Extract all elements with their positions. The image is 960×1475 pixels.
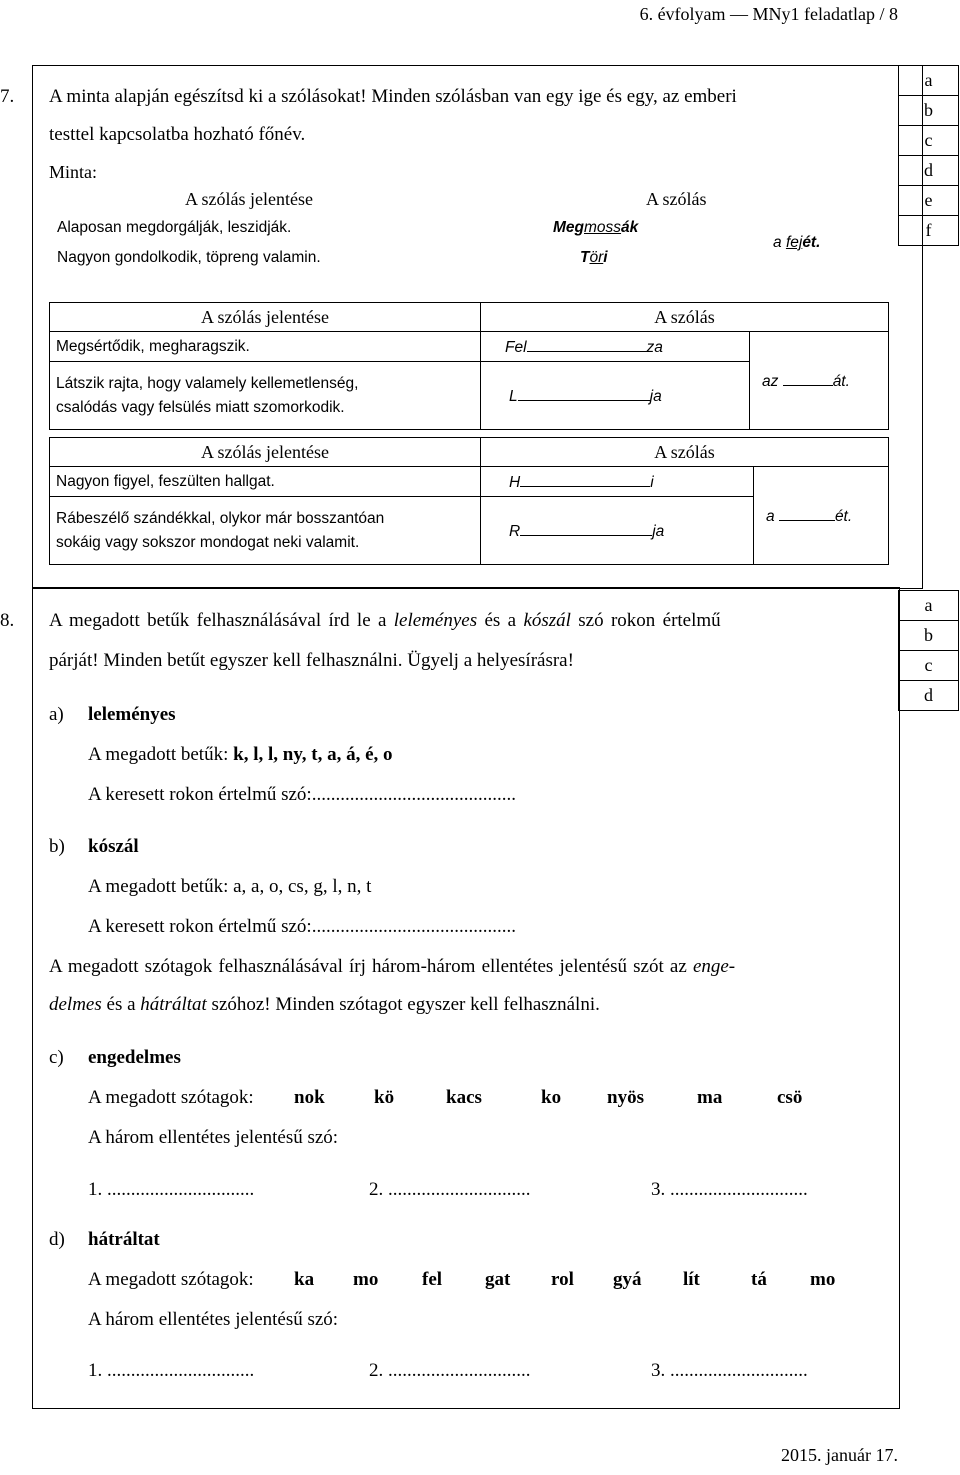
verb-4-row[interactable]: R ja	[481, 497, 754, 565]
meaning-4: Rábeszélő szándékkal, olykor már bosszantóan sokáig vagy sokszor mondogat neki valamit.	[50, 497, 481, 565]
score-cell: e	[899, 186, 958, 216]
item-b-word: kószál	[88, 836, 139, 857]
saying-table-2	[49, 437, 889, 565]
syllable: kö	[374, 1087, 395, 1108]
syllable: gat	[485, 1269, 511, 1290]
syllable: lít	[683, 1269, 700, 1290]
score-cell: b	[899, 621, 958, 651]
item-c-answer-3[interactable]: 3. .............................	[651, 1179, 808, 1200]
verb-3-row[interactable]: H i	[481, 467, 754, 497]
syllable: rol	[551, 1269, 574, 1290]
syllable: ma	[697, 1087, 723, 1108]
meaning-3: Nagyon figyel, feszülten hallgat.	[50, 467, 481, 497]
item-b-label: b)	[49, 836, 65, 857]
sample-meaning1: Alaposan megdorgálják, leszidják.	[57, 219, 292, 236]
sample-col-saying: A szólás	[646, 189, 707, 209]
sample-col-meaning: A szólás jelentése	[185, 189, 313, 209]
syllable: nok	[294, 1087, 325, 1108]
item-b-answer[interactable]: A keresett rokon értelmű szó:...........................................	[88, 916, 516, 937]
item-c-answer-2[interactable]: 2. ..............................	[369, 1179, 531, 1200]
task7-instruction-line2: testtel kapcsolatba hozható főnév.	[49, 124, 306, 145]
page-header: 6. évfolyam — MNy1 feladatlap / 8	[639, 4, 898, 24]
item-b-letters: A megadott betűk: a, a, o, cs, g, l, n, t	[88, 876, 372, 897]
sample-meaning2: Nagyon gondolkodik, töpreng valamin.	[57, 249, 321, 266]
syllable: gyá	[613, 1269, 642, 1290]
col-meaning-header: A szólás jelentése	[50, 303, 481, 332]
syllable: fel	[422, 1269, 443, 1290]
verb-2-row[interactable]: L ja	[481, 362, 750, 430]
col-meaning-header: A szólás jelentése	[50, 438, 481, 467]
sample-noun: a fejét.	[773, 234, 821, 251]
task7-number: 7.	[0, 86, 15, 107]
item-a-answer[interactable]: A keresett rokon értelmű szó:...........................................	[88, 784, 516, 805]
syllable: ko	[541, 1087, 562, 1108]
task7-score-box	[898, 65, 959, 246]
task8-instruction2-line1: A megadott szótagok felhasználásával írj három-három ellentétes jelentésű szót az enge-	[49, 956, 736, 977]
score-cell: d	[899, 156, 958, 186]
score-cell: f	[925, 220, 932, 240]
col-saying-header: A szólás	[481, 438, 889, 467]
syllable: csö	[777, 1087, 803, 1108]
verb-1-row: Fel za	[481, 332, 750, 362]
noun-1-cell[interactable]: az át.	[750, 332, 889, 430]
syllable: nyös	[607, 1087, 644, 1108]
item-d-label: d)	[49, 1229, 65, 1250]
task7-instruction-line1: A minta alapján egészítsd ki a szólásokat! Minden szólásban van egy ige és egy, az emberi	[49, 86, 737, 107]
sample-verb1: Megmossák	[553, 219, 639, 236]
task8-instruction-line1: A megadott betűk felhasználásával írd le a leleményes és a kószál szó rokon értelmű	[49, 610, 721, 631]
page-footer-date: 2015. január 17.	[781, 1445, 898, 1465]
score-cell: c	[899, 126, 958, 156]
item-c-word: engedelmes	[88, 1047, 181, 1068]
item-a-letters: A megadott betűk: k, l, l, ny, t, a, á, é, o	[88, 744, 393, 765]
syllable: mo	[353, 1269, 379, 1290]
item-c-result-label: A három ellentétes jelentésű szó:	[88, 1127, 339, 1148]
syllable: kacs	[446, 1087, 482, 1108]
item-d-result-label: A három ellentétes jelentésű szó:	[88, 1309, 339, 1330]
item-c-syllables-label: A megadott szótagok:	[88, 1087, 254, 1108]
score-cell: b	[899, 96, 958, 126]
syllable: tá	[751, 1269, 767, 1290]
syllable: ka	[294, 1269, 315, 1290]
item-d-answer-2[interactable]: 2. ..............................	[369, 1360, 531, 1381]
item-d-answer-1[interactable]: 1. ...............................	[88, 1360, 255, 1381]
sample-verb2: Töri	[580, 249, 608, 266]
item-d-word: hátráltat	[88, 1229, 160, 1250]
sample-label: Minta:	[49, 162, 97, 182]
task8-score-box	[898, 590, 959, 711]
score-cell: d	[924, 685, 933, 705]
item-c-answer-1[interactable]: 1. ...............................	[88, 1179, 255, 1200]
noun-2-cell[interactable]: a ét.	[754, 467, 889, 565]
task8-number: 8.	[0, 610, 15, 631]
score-cell: c	[899, 651, 958, 681]
meaning-1: Megsértődik, megharagszik.	[50, 332, 481, 362]
saying-table-1	[49, 302, 889, 430]
score-cell: a	[899, 591, 958, 621]
item-d-answer-3[interactable]: 3. .............................	[651, 1360, 808, 1381]
task8-instruction-line2: párját! Minden betűt egyszer kell felhasználni. Ügyelj a helyesírásra!	[49, 650, 574, 671]
task8-instruction2-line2: delmes és a hátráltat szóhoz! Minden szótagot egyszer kell felhasználni.	[49, 994, 600, 1015]
meaning-2: Látszik rajta, hogy valamely kellemetlenség, csalódás vagy felsülés miatt szomorkodik.	[50, 362, 481, 430]
col-saying-header: A szólás	[481, 303, 889, 332]
score-cell: a	[899, 66, 958, 96]
item-d-syllables-label: A megadott szótagok:	[88, 1269, 254, 1290]
item-c-label: c)	[49, 1047, 64, 1068]
syllable: mo	[810, 1269, 836, 1290]
item-a-word: leleményes	[88, 704, 176, 725]
item-a-label: a)	[49, 704, 64, 725]
